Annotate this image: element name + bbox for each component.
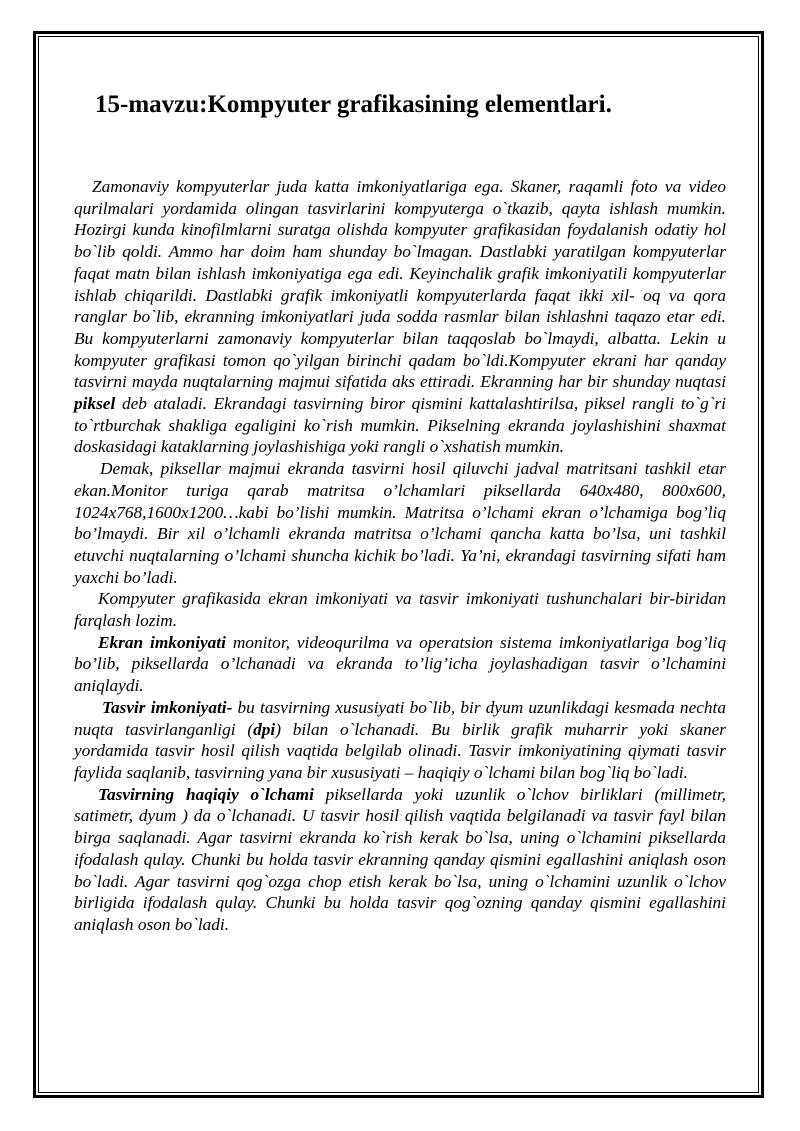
paragraph-screen-resolution-text: monitor, videoqurilma va operatsion sistema imkoniyatlariga bog’liq bo’lib, piksellarda o’lchanadi va ekranda to’lig’icha joylashadigan tasvir o’lchamini aniqlaydi.	[74, 632, 726, 696]
paragraph-image-resolution-text-a: bu tasvirning xususiyati bo`lib, bir dyum uzunlikdagi kesmada nechta nuqta tasvirlanganligi (	[74, 697, 726, 739]
paragraph-matrix-text: Demak, piksellar majmui ekranda tasvirni hosil qiluvchi jadval matritsani tashkil etar ekan.Monitor turiga qarab matritsa o’lchamlari piksellarda 640x480, 800x600, 1024x768,1600x1200…kabi bo’lishi mumkin. Matritsa o’lchami ekran o’lchamiga bog’liq bo’lmaydi. Bir xil o’lchamli ekranda matritsa o’lchami qancha katta bo’lsa, uni tashkil etuvchi nuqtalarning o’lchami shuncha kichik bo’ladi. Ya’ni, ekrandagi tasvirning sifati ham yaxchi bo’ladi.	[74, 459, 726, 587]
document-body	[74, 176, 726, 936]
paragraph-intro-text: Zamonaviy kompyuterlar juda katta imkoniyatlariga ega. Skaner, raqamli foto va video qurilmalari yordamida olingan tasvirlarini kompyuterga o`tkazib, qayta ishlash mumkin. Hozirgi kunda kinofilmlarni suratga olishda kompyuter grafikasidan foydalanish odatiy hol bo`lib qoldi. Ammo har doim ham shunday bo`lmagan. Dastlabki yaratilgan kompyuterlar faqat matn bilan ishlash imkoniyatiga ega edi. Keyinchalik grafik imkoniyatili kompyuterlar ishlab chiqarildi. Dastlabki grafik imkoniyatli kompyuterlarda faqat ikki xil- oq va qora ranglar bo`lib, ekranning imkoniyatlari juda sodda rasmlar bilan ishlashni taqazo etar edi. Bu kompyuterlarni zamonaviy kompyuterlar bilan taqqoslab bo`lmaydi, albatta. Lekin u kompyuter grafikasi tomon qo`yilgan birinchi qadam bo`ldi.Kompyuter ekrani har qanday tasvirni mayda nuqtalarning majmui sifatida aks ettiradi. Ekranning har bir shunday nuqtasi	[74, 177, 726, 392]
term-haqiqiy-olcham: Tasvirning haqiqiy o`lchami	[98, 784, 314, 804]
paragraph-screen-resolution	[74, 632, 726, 697]
page-title: 15-mavzu:Kompyuter grafikasining elementlari.	[95, 91, 612, 118]
term-ekran-imkoniyati: Ekran imkoniyati	[98, 632, 226, 652]
paragraph-intro-tail: deb ataladi. Ekrandagi tasvirning biror qismini kattalashtirilsa, piksel rangli to`g`ri to`rtburchak shakliga egaligini ko`rish mumkin. Pikselning ekranda joylashishini shaxmat doskasidagi kataklarning joylashishiga yoki rangli o`xshatish mumkin.	[74, 394, 726, 457]
paragraph-concepts-text: Kompyuter grafikasida ekran imkoniyati va tasvir imkoniyati tushunchalari bir-biridan farqlash lozim.	[74, 589, 726, 631]
term-piksel: piksel	[74, 394, 116, 414]
paragraph-matrix	[74, 458, 726, 588]
paragraph-concepts	[74, 588, 726, 631]
paragraph-image-resolution	[74, 697, 726, 784]
paragraph-intro	[74, 176, 726, 458]
term-tasvir-imkoniyati: Tasvir imkoniyati-	[102, 697, 233, 717]
paragraph-real-size	[74, 784, 726, 936]
paragraph-image-resolution-text-b: ) bilan o`lchanadi. Bu birlik grafik muharrir yoki skaner yordamida tasvir hosil qilish vaqtida belgilab olinadi. Tasvir imkoniyatining qiymati tasvir faylida saqlanib, tasvirning yana bir xususiyati – haqiqiy o`lchami bilan bog`liq bo`ladi.	[74, 719, 727, 782]
paragraph-real-size-text: piksellarda yoki uzunlik o`lchov birliklari (millimetr, satimetr, dyum ) da o`lchanadi. U tasvir hosil qilish vaqtida belgilanadi va tasvir fayl bilan birga saqlanadi. Agar tasvirni ekranda ko`rish kerak bo`lsa, uning o`lchamini piksellarda ifodalash qulay. Chunki bu holda tasvir ekranning qanday qismini egallashini aniqlash oson bo`ladi. Agar tasvirni qog`ozga chop etish kerak bo`lsa, uning o`lchamini uzunlik o`lchov birligida ifodalash qulay. Chunki bu holda tasvir qog`ozning qanday qismini egallashini aniqlash oson bo`ladi.	[74, 784, 726, 934]
term-dpi: dpi	[253, 719, 276, 739]
